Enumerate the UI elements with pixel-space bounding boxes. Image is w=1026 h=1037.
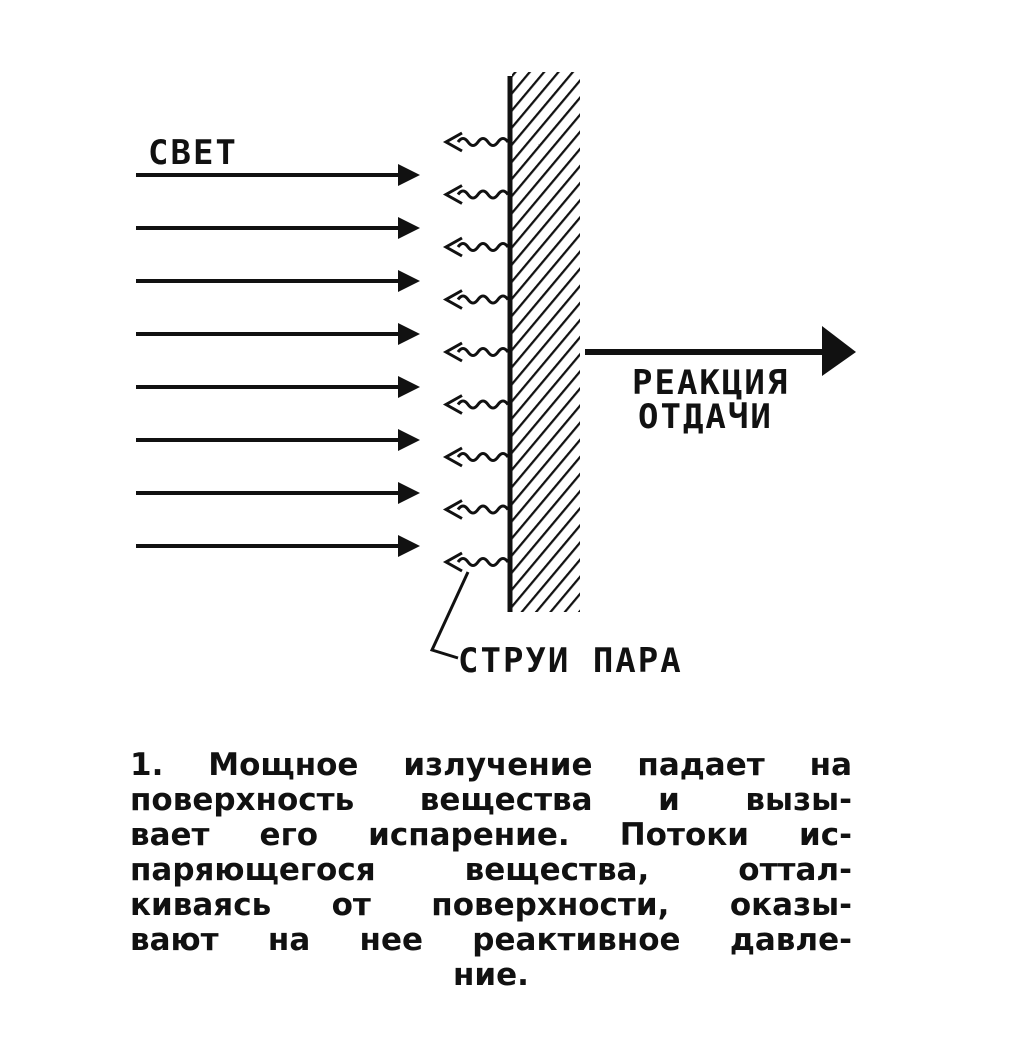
caption-line: 1. Мощное излучение падает на bbox=[130, 747, 852, 783]
material-wall bbox=[512, 72, 580, 612]
light-ray-arrow bbox=[136, 323, 420, 345]
vapor-jet-arrow bbox=[446, 343, 508, 361]
caption-line: ние. bbox=[453, 957, 529, 993]
light-label: СВЕТ bbox=[148, 133, 238, 173]
vapor-jet-arrow bbox=[446, 238, 508, 256]
light-ray-arrow bbox=[136, 270, 420, 292]
caption-line: вают на нее реактивное давле- bbox=[130, 922, 852, 958]
vapor-jets-label: СТРУИ ПАРА bbox=[458, 641, 683, 681]
vapor-jet-arrow bbox=[446, 186, 508, 204]
figure-caption bbox=[130, 748, 852, 993]
caption-line: поверхность вещества и вызы- bbox=[130, 782, 852, 818]
caption-line: паряющегося вещества, оттал- bbox=[130, 852, 852, 888]
recoil-label-line1: РЕАКЦИЯ bbox=[632, 363, 790, 403]
vapor-jet-arrow bbox=[446, 448, 508, 466]
incoming-light-rays bbox=[136, 164, 420, 557]
vapor-jet-arrow bbox=[446, 553, 508, 571]
recoil-label-line2: ОТДАЧИ bbox=[638, 397, 773, 437]
vapor-jets bbox=[446, 133, 508, 571]
vapor-jet-arrow bbox=[446, 396, 508, 414]
light-ray-arrow bbox=[136, 376, 420, 398]
light-ray-arrow bbox=[136, 217, 420, 239]
caption-line: киваясь от поверхности, оказы- bbox=[130, 887, 852, 923]
vapor-jet-arrow bbox=[446, 133, 508, 151]
vapor-jet-arrow bbox=[446, 501, 508, 519]
caption-line: вает его испарение. Потоки ис- bbox=[130, 817, 852, 853]
light-ray-arrow bbox=[136, 535, 420, 557]
vapor-jet-arrow bbox=[446, 291, 508, 309]
light-ray-arrow bbox=[136, 429, 420, 451]
light-ray-arrow bbox=[136, 482, 420, 504]
